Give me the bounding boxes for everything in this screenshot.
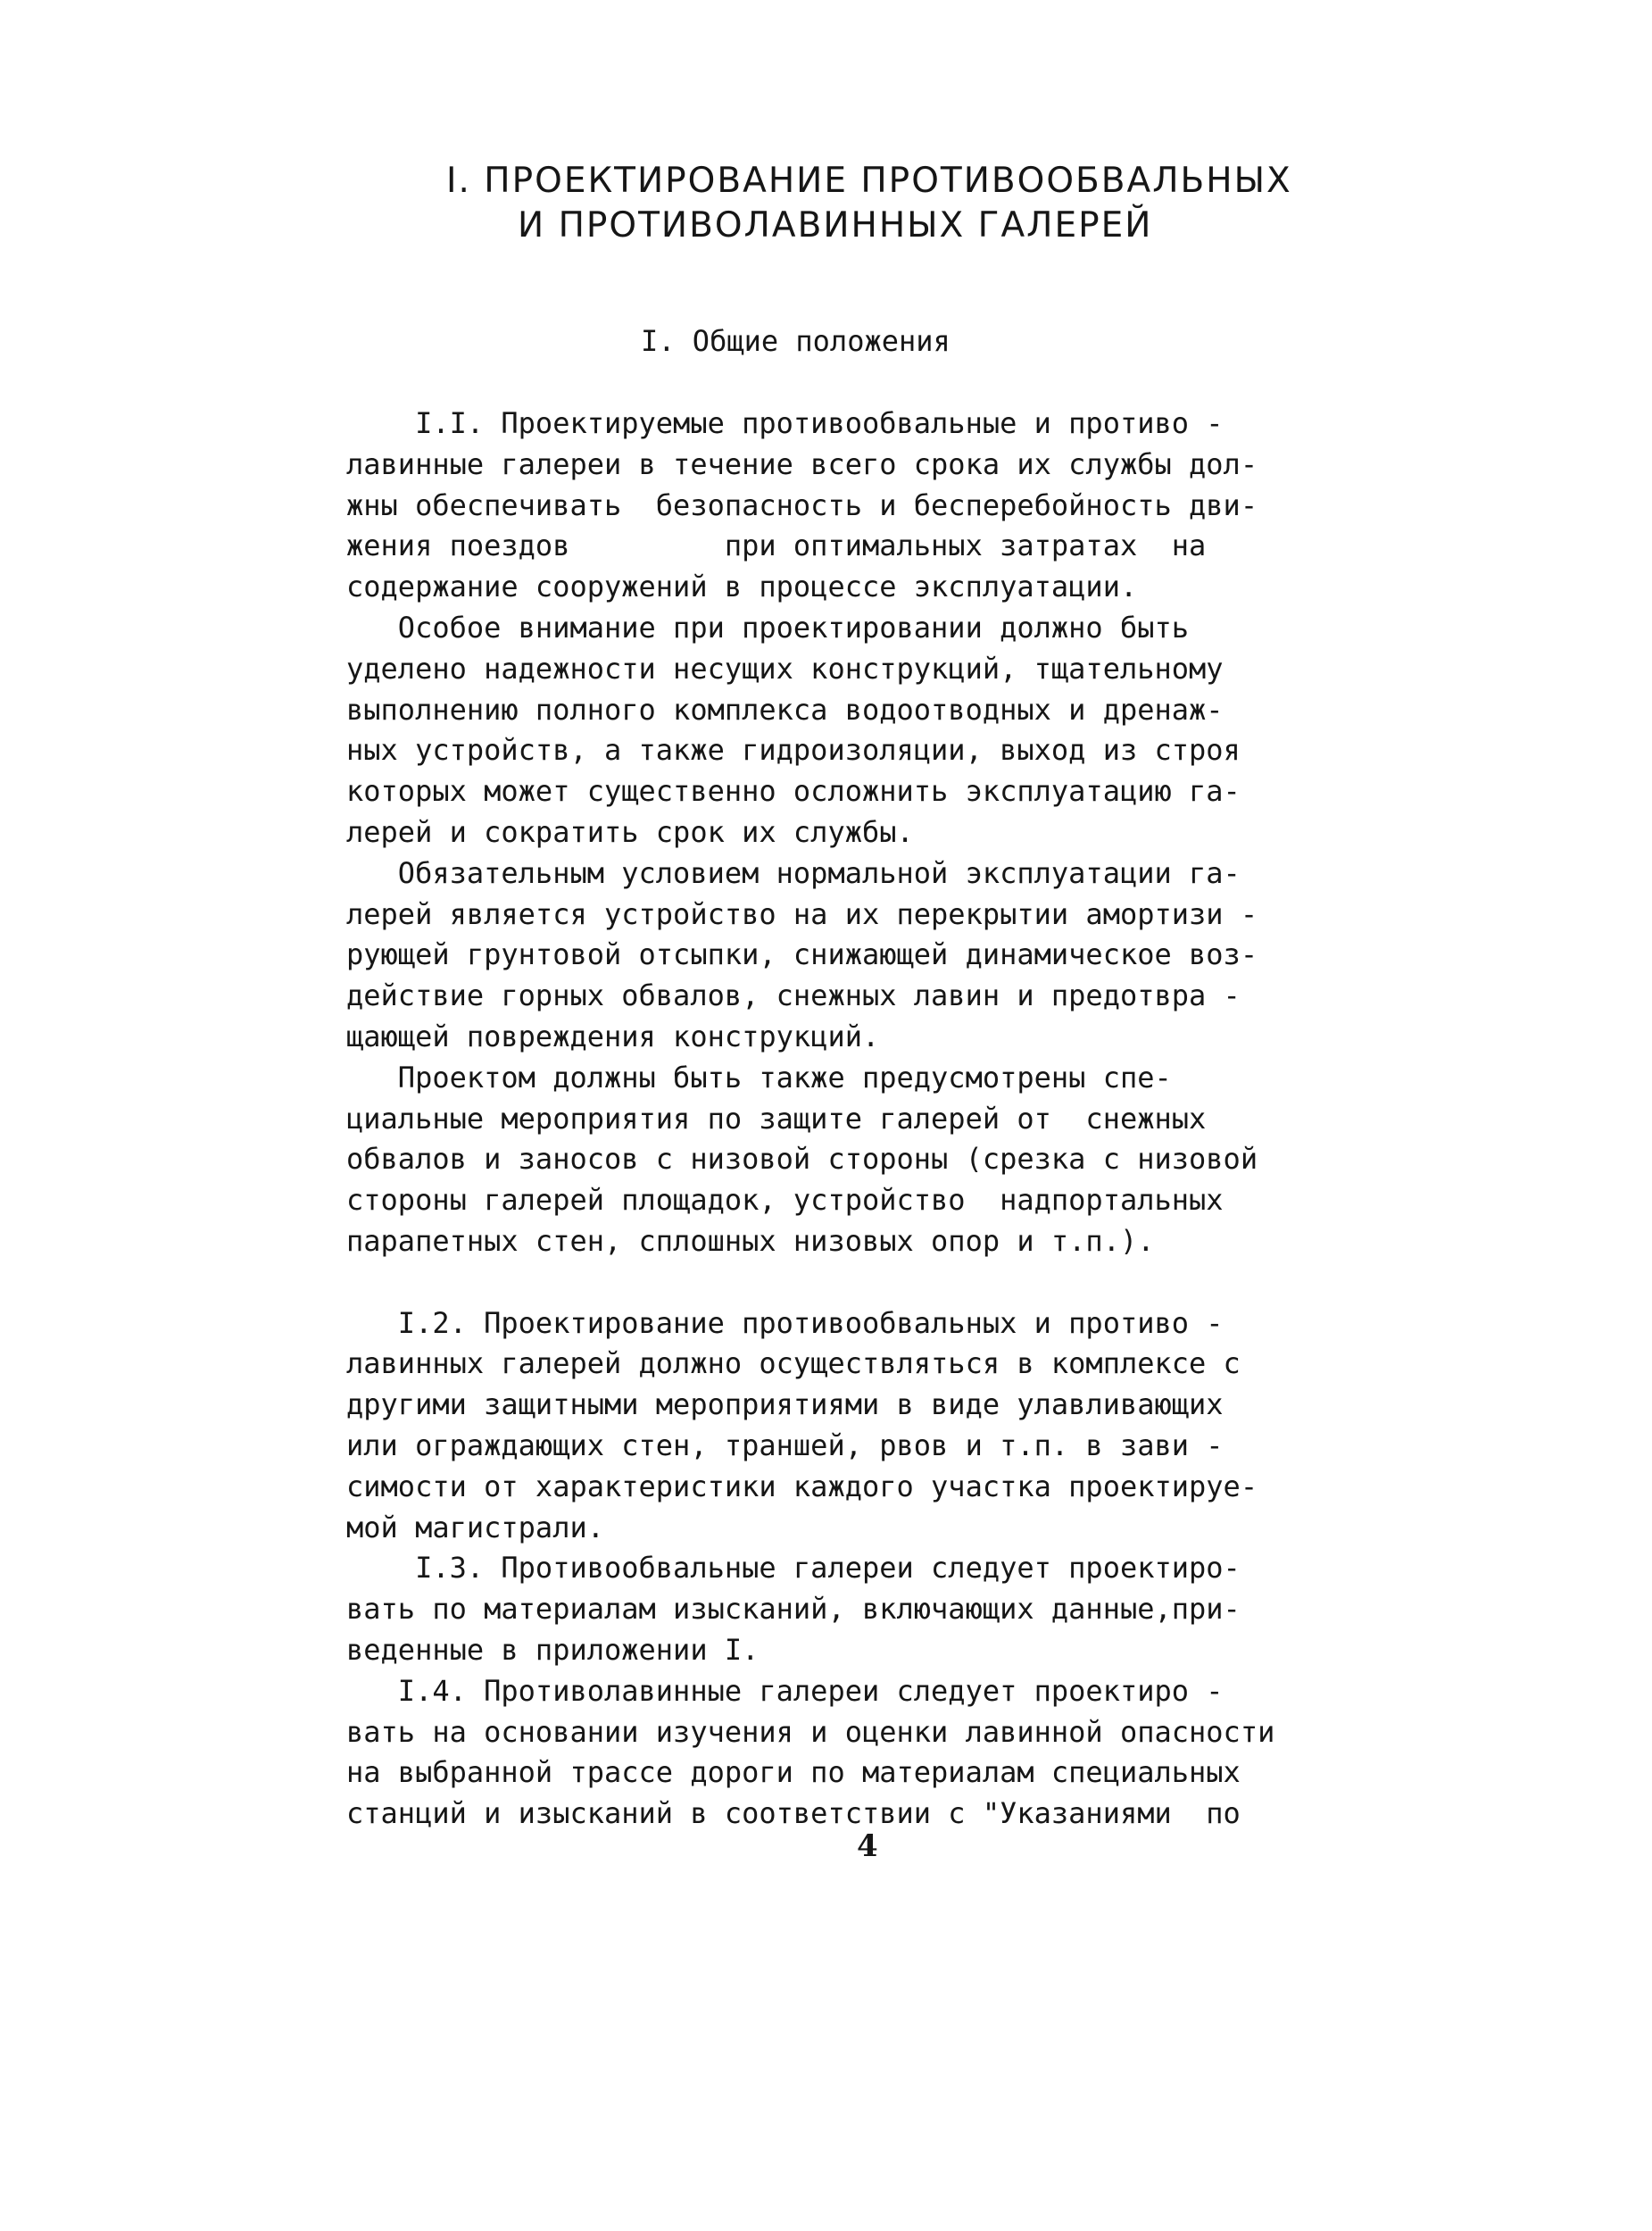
text-line: уделено надежности несущих конструкций, тщательному — [346, 651, 1224, 686]
text-line: рующей грунтовой отсыпки, снижающей динамическое воз- — [346, 937, 1258, 972]
text-line: I.4. Противолавинные галереи следует проектиро - — [346, 1673, 1224, 1708]
chapter-title-line-1: I. ПРОЕКТИРОВАНИЕ ПРОТИВООБВАЛЬНЫХ — [446, 161, 1292, 201]
text-line: симости от характеристики каждого участка проектируе- — [346, 1469, 1258, 1503]
text-line: Проектом должны быть также предусмотрены спе- — [346, 1060, 1172, 1095]
text-line: лерей и сократить срок их службы. — [346, 814, 914, 849]
text-line: I.2. Проектирование противообвальных и противо - — [346, 1305, 1224, 1340]
text-line: жны обеспечивать безопасность и бесперебойность дви- — [346, 487, 1258, 522]
text-line: I.3. Противообвальные галереи следует проектиро- — [346, 1551, 1241, 1586]
text-line: другими защитными мероприятиями в виде улавливающих — [346, 1387, 1224, 1422]
text-line: или ограждающих стен, траншей, рвов и т.п. в зави - — [346, 1428, 1224, 1462]
text-line: мой магистрали. — [346, 1510, 604, 1544]
section-heading: I. Общие положения — [641, 324, 951, 358]
text-line: щающей повреждения конструкций. — [346, 1019, 880, 1053]
text-line: которых может существенно осложнить эксплуатацию га- — [346, 774, 1241, 809]
text-line: выполнению полного комплекса водоотводных и дренаж- — [346, 692, 1224, 727]
text-line: стороны галерей площадок, устройство надпортальных — [346, 1183, 1224, 1218]
page-number: 4 — [857, 1828, 878, 1864]
text-line: лавинные галереи в течение всего срока их службы дол- — [346, 446, 1258, 481]
text-line: обвалов и заносов с низовой стороны (срезка с низовой — [346, 1142, 1258, 1177]
text-line: Обязательным условием нормальной эксплуатации га- — [346, 855, 1241, 890]
text-line: содержание сооружений в процессе эксплуатации. — [346, 570, 1138, 604]
text-line: на выбранной трассе дороги по материалам специальных — [346, 1755, 1241, 1790]
text-line: веденные в приложении I. — [346, 1632, 760, 1667]
text-line: жения поездов при оптимальных затратах на — [346, 529, 1207, 563]
text-line: циальные мероприятия по защите галерей от снежных — [346, 1101, 1207, 1136]
paragraph-gap — [346, 1262, 1471, 1303]
text-line: парапетных стен, сплошных низовых опор и т.п.). — [346, 1223, 1155, 1258]
text-line: станций и изысканий в соответствии с "Указаниями по — [346, 1796, 1241, 1831]
text-line: I.I. Проектируемые противообвальные и противо - — [346, 406, 1224, 440]
chapter-title-line-2: И ПРОТИВОЛАВИННЫХ ГАЛЕРЕЙ — [518, 205, 1153, 246]
text-line: ных устройств, а также гидроизоляции, выход из строя — [346, 733, 1241, 768]
chapter-title — [428, 159, 1428, 248]
text-line: вать по материалам изысканий, включающих данные,при- — [346, 1592, 1241, 1627]
body-text — [346, 404, 1471, 1835]
text-line: действие горных обвалов, снежных лавин и предотвра - — [346, 978, 1241, 1013]
text-line: лерей является устройство на их перекрытии амортизи - — [346, 896, 1258, 931]
text-line: вать на основании изучения и оценки лавинной опасности — [346, 1714, 1275, 1749]
text-line: лавинных галерей должно осуществляться в комплексе с — [346, 1346, 1241, 1381]
text-line: Особое внимание при проектировании должно быть — [346, 610, 1190, 645]
